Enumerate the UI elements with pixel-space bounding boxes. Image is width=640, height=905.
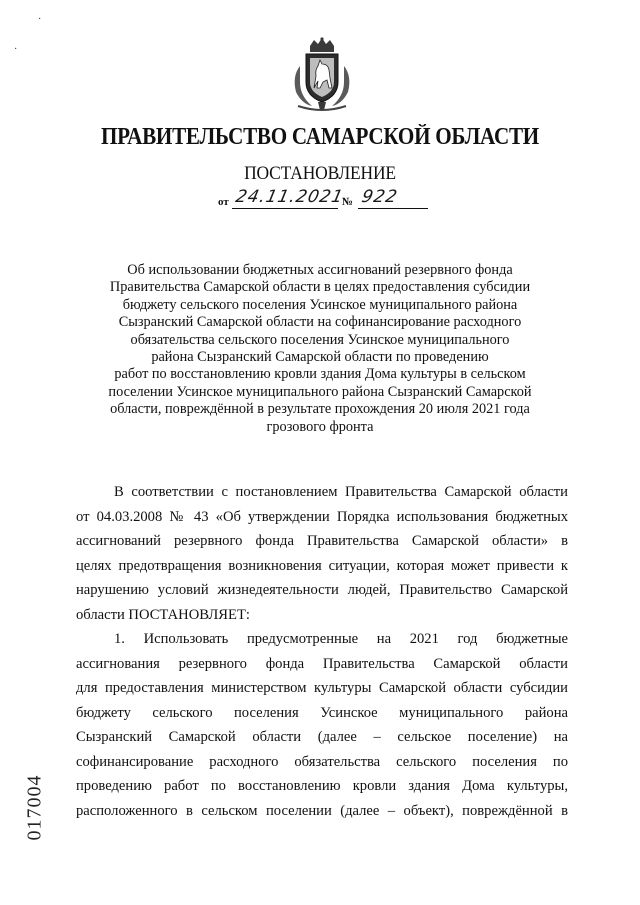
- body-line: проведению работ по восстановлению кровли здания Дома культуры,: [76, 778, 568, 794]
- date-number-line: [218, 187, 428, 212]
- handwritten-date: 24.11.2021: [233, 187, 346, 207]
- date-field: [232, 187, 346, 209]
- body-line: бюджету сельского поселения Усинское муниципального района: [76, 704, 568, 721]
- subject-line: области, повреждённой в результате прохождения 20 июля 2021 года: [110, 401, 530, 418]
- subject-line: грозового фронта: [266, 418, 374, 435]
- paragraph-preamble: [76, 480, 568, 627]
- body-line: Сызранский Самарской области (далее – сельское поселение) на: [76, 729, 568, 745]
- margin-number-text: 017004: [23, 774, 46, 841]
- body-line: расположенного в сельском поселении (далее – объект), повреждённой в: [76, 802, 568, 819]
- subject-line: Правительства Самарской области в целях предоставления субсидии: [109, 279, 531, 296]
- subject-line: обязательства сельского поселения Усинское муниципального: [130, 331, 510, 348]
- body-line: для предоставления министерством культуры Самарской области субсидии: [76, 680, 568, 696]
- subject-line: Об использовании бюджетных ассигнований резервного фонда: [127, 262, 513, 278]
- paragraph-item-1: [76, 627, 568, 823]
- body-line: ассигнования резервного фонда Правительства Самарской области: [76, 655, 568, 672]
- margin-registration-number: [20, 764, 50, 854]
- number-field: [358, 188, 428, 209]
- body-line: В соответствии с постановлением Правительства Самарской области: [114, 484, 568, 500]
- body-line: области ПОСТАНОВЛЯЕТ:: [76, 606, 250, 623]
- government-title: ПРАВИТЕЛЬСТВО САМАРСКОЙ ОБЛАСТИ: [101, 124, 539, 150]
- body-line: софинансирование расходного обязательства сельского поселения по: [76, 753, 568, 770]
- body-line: ассигнований резервного фонда Правительства Самарской области» в: [76, 533, 568, 549]
- body-line: 1. Использовать предусмотренные на 2021 год бюджетные: [114, 631, 568, 647]
- resolution-subject: [80, 262, 560, 436]
- date-label: от: [218, 196, 229, 208]
- subject-line: работ по восстановлению кровли здания Дома культуры в сельском: [114, 366, 526, 383]
- body-line: от 04.03.2008 № 43 «Об утверждении Порядка использования бюджетных: [76, 508, 568, 525]
- handwritten-number: 922: [359, 187, 400, 207]
- body-line: целях предотвращения возникновения ситуации, которая может привести к: [76, 557, 568, 574]
- document-type: ПОСТАНОВЛЕНИЕ: [244, 163, 396, 184]
- document-body: [76, 480, 568, 823]
- scan-speck: ·: [14, 44, 18, 55]
- subject-line: бюджету сельского поселения Усинское муниципального района: [122, 296, 518, 313]
- samara-region-coat-of-arms-icon: [290, 36, 354, 112]
- subject-line: района Сызранский Самарской области по проведению: [151, 349, 489, 366]
- body-line: нарушению условий жизнедеятельности людей, Правительство Самарской: [76, 582, 568, 598]
- subject-line: Сызранский Самарской области на софинансирование расходного: [118, 314, 522, 331]
- scan-speck: ·: [38, 14, 42, 25]
- number-label: №: [342, 196, 354, 208]
- subject-line: поселении Усинское муниципального района Сызранский Самарской: [108, 383, 532, 400]
